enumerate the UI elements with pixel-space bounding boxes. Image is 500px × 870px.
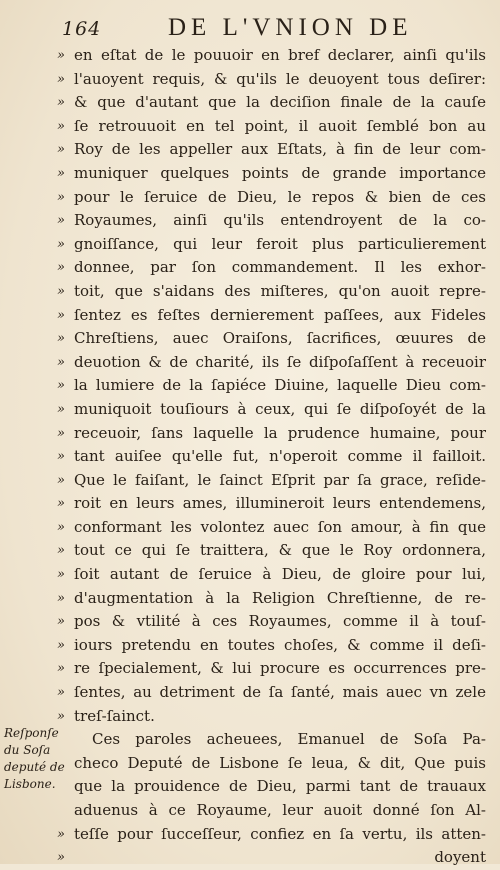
text-line [0, 539, 500, 563]
text-line [0, 681, 500, 705]
quote-mark: » [57, 213, 65, 229]
quote-mark: » [57, 708, 65, 724]
margin-note-line: du Soſa [4, 743, 51, 757]
text-line [0, 327, 500, 351]
quote-mark: » [57, 449, 65, 465]
quote-mark: » [57, 614, 65, 630]
line-text: que la prouidence de Dieu, parmi tant de trauaux [74, 777, 486, 796]
line-text: Chreſtiens, auec Oraiſons, ſacrifices, œuures de [74, 329, 486, 348]
quote-mark: » [57, 142, 65, 158]
text-line [0, 492, 500, 516]
page-number: 164 [62, 18, 102, 40]
quote-mark: » [57, 378, 65, 394]
quote-mark: » [57, 543, 65, 559]
quote-mark: » [57, 826, 65, 842]
text-line [0, 469, 500, 493]
quote-mark: » [57, 165, 65, 181]
text-line [0, 516, 500, 540]
text-line [0, 304, 500, 328]
quote-mark: » [57, 95, 65, 111]
text-line [0, 799, 500, 823]
text-line [0, 398, 500, 422]
line-text: teſſe pour ſucceſſeur, confiez en ſa vertu, ils atten- [74, 824, 486, 843]
text-line [0, 374, 500, 398]
line-text: en eſtat de le pouuoir en bref declarer, ainſi qu'ils [74, 46, 486, 64]
quote-mark: » [57, 472, 65, 488]
quote-mark: » [57, 118, 65, 134]
page-header [0, 12, 500, 42]
line-text: tant auiſee qu'elle fut, n'operoit comme il failloit. [74, 447, 486, 466]
quote-mark: » [57, 401, 65, 417]
line-text: receuoir, ſans laquelle la prudence humaine, pour [74, 423, 486, 442]
quote-mark: » [57, 425, 65, 441]
line-text: checo Deputé de Lisbone ſe leua, & dit, Que puis [74, 753, 486, 772]
line-text: donnee, par ſon commandement. Il les exhor- [74, 258, 486, 277]
line-text: conformant les volontez auec ſon amour, à fin que [74, 517, 486, 536]
text-line [0, 233, 500, 257]
line-text: treſ-ſainct. [74, 706, 155, 725]
line-text: Royaumes, ainſi qu'ils entendroyent de la co- [74, 211, 486, 230]
line-text: gnoiſſance, qui leur feroit plus particulierement [74, 234, 486, 253]
text-line [0, 610, 500, 634]
line-text: doyent [434, 848, 486, 867]
line-text: muniquer quelques points de grande importance [74, 163, 486, 182]
line-text: roit en leurs ames, illumineroit leurs entendemens, [74, 494, 486, 513]
line-text: pour le ſeruice de Dieu, le repos & bien de ces [74, 187, 486, 206]
text-line [0, 445, 500, 469]
quote-mark: » [57, 519, 65, 535]
text-line [0, 752, 500, 776]
line-text: Roy de les appeller aux Eſtats, à fin de leur com- [74, 140, 486, 159]
text-line [0, 44, 500, 68]
line-text: re ſpecialement, & lui procure es occurrences pre- [74, 659, 486, 678]
quote-mark: » [57, 236, 65, 252]
quote-mark: » [57, 71, 65, 87]
line-text: la lumiere de la ſapiéce Diuine, laquelle Dieu com- [74, 376, 486, 395]
line-text: & que d'autant que la deciſion finale de la cauſe [74, 93, 486, 112]
text-line [0, 115, 500, 139]
margin-note-line: Lisbone. [4, 777, 56, 791]
line-text: ſentes, au detriment de ſa ſanté, mais auec vn zele [74, 683, 486, 702]
text-line [0, 823, 500, 847]
quote-mark: » [57, 661, 65, 677]
text-line [0, 846, 500, 870]
body-text [0, 44, 500, 870]
text-line [0, 209, 500, 233]
running-head: DE L'VNION DE [168, 14, 413, 41]
line-text: Que le faiſant, le ſainct Eſprit par ſa grace, reſide- [74, 470, 486, 489]
text-line [0, 422, 500, 446]
text-line [0, 728, 500, 752]
text-line [0, 138, 500, 162]
quote-mark: » [57, 637, 65, 653]
text-line [0, 587, 500, 611]
text-line [0, 68, 500, 92]
quote-mark: » [57, 590, 65, 606]
text-line [0, 186, 500, 210]
margin-note-line: deputé de [4, 760, 65, 774]
quote-mark: » [57, 283, 65, 299]
line-text: d'augmentation à la Religion Chreſtienne, de re- [74, 588, 486, 607]
quote-mark: » [57, 189, 65, 205]
quote-mark: » [57, 850, 65, 866]
line-text: tout ce qui ſe traittera, & que le Roy ordonnera, [74, 541, 486, 560]
margin-note-line: Reſponſe [4, 726, 59, 740]
line-text: ſentez es feſtes dernierement paſſees, aux Fideles [74, 305, 486, 324]
text-line [0, 657, 500, 681]
text-line [0, 256, 500, 280]
quote-mark: » [57, 496, 65, 512]
text-line [0, 705, 500, 729]
text-line [0, 280, 500, 304]
text-line [0, 162, 500, 186]
line-text: deuotion & de charité, ils ſe diſpoſaſſent à receuoir [74, 352, 486, 371]
text-line [0, 563, 500, 587]
line-text: toit, que s'aidans des miſteres, qu'on auoit repre- [74, 281, 486, 300]
text-line [0, 91, 500, 115]
quote-mark: » [57, 48, 65, 63]
line-text: Ces paroles acheuees, Emanuel de Soſa Pa- [92, 730, 486, 749]
line-text: l'auoyent requis, & qu'ils le deuoyent tous deſirer: [74, 69, 486, 88]
line-text: iours pretendu en toutes choſes, & comme il deſi- [74, 635, 486, 654]
line-text: ſoit autant de ſeruice à Dieu, de gloire pour lui, [74, 565, 486, 584]
quote-mark: » [57, 307, 65, 323]
line-text: aduenus à ce Royaume, leur auoit donné ſon Al- [74, 801, 486, 819]
quote-mark: » [57, 331, 65, 347]
text-line [0, 775, 500, 799]
quote-mark: » [57, 567, 65, 583]
quote-mark: » [57, 354, 65, 370]
line-text: ſe retrouuoit en tel point, il auoit ſemblé bon au [74, 116, 486, 135]
text-line [0, 634, 500, 658]
quote-mark: » [57, 685, 65, 701]
line-text: muniquoit touſiours à ceux, qui ſe diſpoſoyét de la [74, 399, 486, 418]
line-text: pos & vtilité à ces Royaumes, comme il à touſ- [74, 612, 486, 631]
text-line [0, 351, 500, 375]
margin-note [4, 725, 65, 793]
quote-mark: » [57, 260, 65, 276]
